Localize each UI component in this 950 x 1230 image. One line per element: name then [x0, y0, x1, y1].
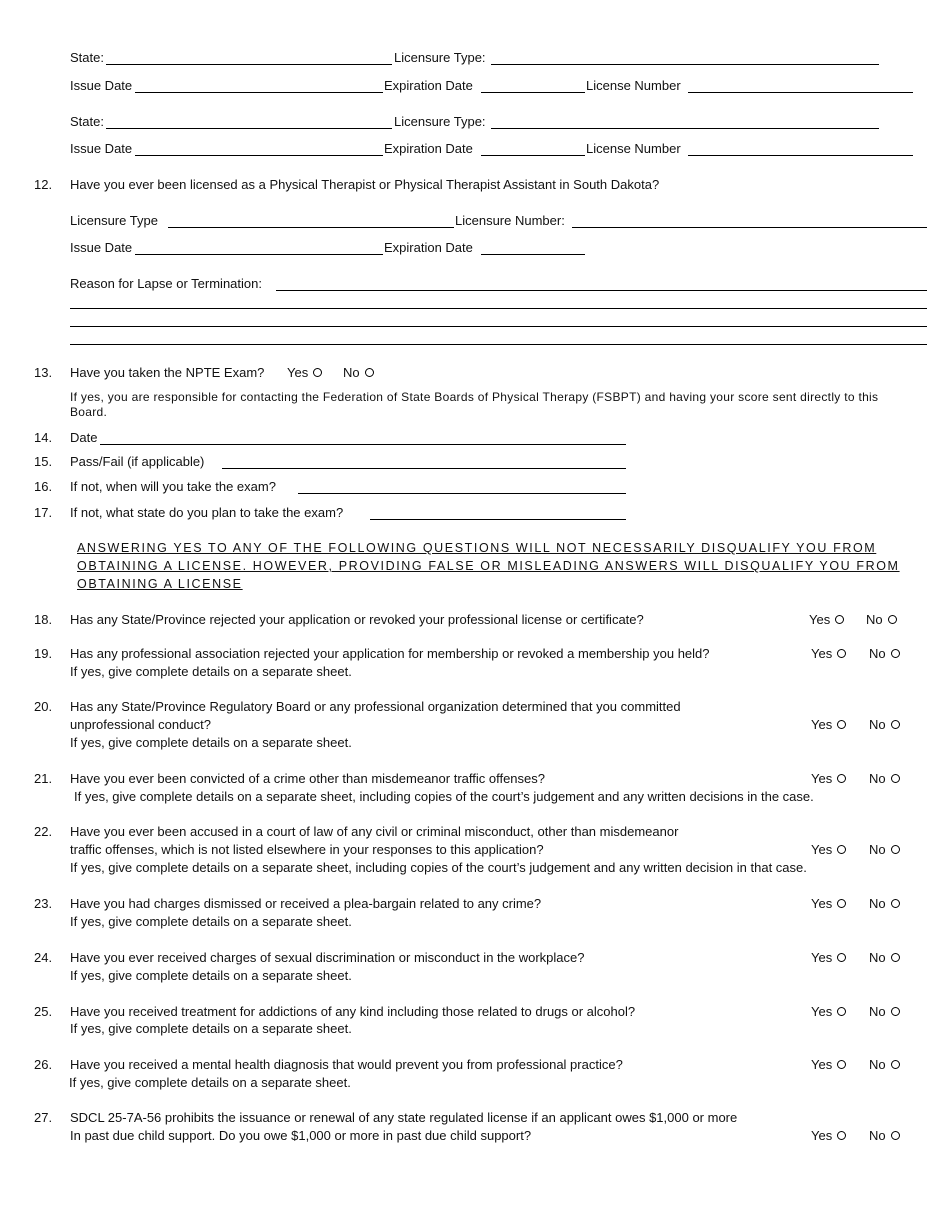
radio-icon[interactable] [837, 953, 846, 962]
yes-option[interactable] [811, 1057, 846, 1073]
licensure-number-label: Licensure Number: [455, 213, 565, 228]
no-option[interactable] [869, 646, 900, 662]
expiration-date-field[interactable] [481, 92, 585, 93]
question-number: 17. [34, 505, 53, 520]
radio-icon[interactable] [837, 720, 846, 729]
issue-date-field[interactable] [135, 155, 383, 156]
question-number: 13. [34, 365, 53, 380]
no-label: No [869, 842, 886, 857]
disqualify-warning: ANSWERING YES TO ANY OF THE FOLLOWING QUESTIONS WILL NOT NECESSARILY DISQUALIFY YOU FROM OBTAINING A LICENSE. HOWEVER, PROVIDING FALSE OR MISLEADING ANSWERS WILL DISQUALIFY YOU FROM OBTAINING A LICENSE [77, 541, 900, 591]
exam-date-field[interactable] [100, 444, 626, 445]
question-text-cont: traffic offenses, which is not listed elsewhere in your responses to this application? [70, 842, 544, 857]
question-text: Has any State/Province rejected your application or revoked your professional license or certificate? [70, 612, 644, 627]
no-label: No [343, 365, 360, 380]
exam-when-field[interactable] [298, 493, 626, 494]
radio-icon[interactable] [837, 1060, 846, 1069]
radio-icon[interactable] [891, 1131, 900, 1140]
question-15-text: Pass/Fail (if applicable) [70, 454, 205, 469]
question-number: 15. [34, 454, 53, 469]
no-label: No [869, 646, 886, 661]
question-detail: If yes, give complete details on a separate sheet, including copies of the court’s judgement and any written decisions in the case. [74, 789, 814, 804]
state-field[interactable] [106, 128, 392, 129]
question-number: 20. [34, 699, 53, 714]
question-number: 25. [34, 1004, 53, 1019]
question-number: 18. [34, 612, 53, 627]
radio-icon[interactable] [365, 368, 374, 377]
no-label: No [869, 1057, 886, 1072]
yes-option[interactable] [811, 646, 846, 662]
radio-icon[interactable] [837, 774, 846, 783]
radio-icon[interactable] [313, 368, 322, 377]
expiration-date-field[interactable] [481, 254, 585, 255]
no-option[interactable] [869, 842, 900, 858]
radio-icon[interactable] [837, 899, 846, 908]
question-number: 19. [34, 646, 53, 661]
yes-label: Yes [811, 717, 833, 732]
question-text: Has any State/Province Regulatory Board or any professional organization determined that you committed [70, 699, 681, 714]
radio-icon[interactable] [837, 1007, 846, 1016]
no-option[interactable] [343, 365, 374, 381]
license-number-label: License Number [586, 141, 681, 156]
yes-label: Yes [811, 1057, 833, 1072]
radio-icon[interactable] [835, 615, 844, 624]
radio-icon[interactable] [891, 774, 900, 783]
expiration-date-label: Expiration Date [384, 141, 473, 156]
question-text: Have you had charges dismissed or received a plea-bargain related to any crime? [70, 896, 542, 911]
question-detail: If yes, give complete details on a separate sheet. [70, 735, 352, 750]
license-number-label: License Number [586, 78, 681, 93]
yes-label: Yes [811, 646, 833, 661]
question-number: 22. [34, 824, 53, 839]
yes-label: Yes [287, 365, 309, 380]
yes-label: Yes [811, 950, 833, 965]
npte-note: If yes, you are responsible for contacting the Federation of State Boards of Physical Therapy (FSBPT) and having your score sent directly to this Board. [70, 390, 879, 419]
licensure-number-field[interactable] [572, 227, 927, 228]
question-text: Has any professional association rejected your application for membership or revoked a membership you held? [70, 646, 710, 661]
question-number: 12. [34, 177, 53, 192]
question-detail: If yes, give complete details on a separate sheet. [70, 968, 352, 983]
state-label: State: [70, 50, 104, 65]
yes-option[interactable] [811, 950, 846, 966]
issue-date-field[interactable] [135, 254, 383, 255]
question-text: Have you ever been accused in a court of law of any civil or criminal misconduct, other than misdemeanor [70, 824, 679, 839]
radio-icon[interactable] [891, 720, 900, 729]
yes-label: Yes [811, 771, 833, 786]
question-number: 14. [34, 430, 53, 445]
yes-label: Yes [811, 896, 833, 911]
licensure-type-field[interactable] [491, 64, 879, 65]
question-text-cont: unprofessional conduct? [70, 717, 211, 732]
licensure-type-field[interactable] [491, 128, 879, 129]
question-text: SDCL 25-7A-56 prohibits the issuance or renewal of any state regulated license if an applicant owes $1,000 or more [70, 1110, 738, 1125]
radio-icon[interactable] [837, 1131, 846, 1140]
question-14-text: Date [70, 430, 98, 445]
yes-option[interactable] [811, 896, 846, 912]
radio-icon[interactable] [837, 649, 846, 658]
expiration-date-label: Expiration Date [384, 78, 473, 93]
radio-icon[interactable] [837, 845, 846, 854]
question-detail: If yes, give complete details on a separate sheet. [70, 664, 352, 679]
license-number-field[interactable] [688, 155, 913, 156]
question-number: 24. [34, 950, 53, 965]
reason-field-line[interactable] [70, 326, 927, 327]
question-17-text: If not, what state do you plan to take the exam? [70, 505, 344, 520]
yes-label: Yes [809, 612, 831, 627]
radio-icon[interactable] [891, 649, 900, 658]
question-detail: If yes, give complete details on a separate sheet. [70, 1021, 352, 1036]
no-label: No [869, 1004, 886, 1019]
radio-icon[interactable] [891, 845, 900, 854]
yes-label: Yes [811, 1128, 833, 1143]
question-number: 27. [34, 1110, 53, 1125]
licensure-type-field[interactable] [168, 227, 454, 228]
licensure-type-label: Licensure Type: [394, 114, 486, 129]
no-option[interactable] [869, 896, 900, 912]
question-text: Have you received a mental health diagnosis that would prevent you from professional practice? [70, 1057, 623, 1072]
no-option[interactable] [869, 1128, 900, 1144]
question-number: 26. [34, 1057, 53, 1072]
question-text: Have you received treatment for addictions of any kind including those related to drugs or alcohol? [70, 1004, 636, 1019]
question-text-cont: In past due child support. Do you owe $1,000 or more in past due child support? [70, 1128, 532, 1143]
yes-option[interactable] [811, 1004, 846, 1020]
question-text: Have you ever received charges of sexual discrimination or misconduct in the workplace? [70, 950, 585, 965]
no-option[interactable] [869, 717, 900, 733]
yes-option[interactable] [811, 771, 846, 787]
radio-icon[interactable] [891, 953, 900, 962]
question-16-text: If not, when will you take the exam? [70, 479, 276, 494]
no-label: No [869, 717, 886, 732]
radio-icon[interactable] [888, 615, 897, 624]
question-number: 23. [34, 896, 53, 911]
state-field[interactable] [106, 64, 392, 65]
no-label: No [866, 612, 883, 627]
yes-option[interactable] [811, 717, 846, 733]
reason-field-line[interactable] [70, 308, 927, 309]
expiration-date-field[interactable] [481, 155, 585, 156]
radio-icon[interactable] [891, 1060, 900, 1069]
question-text: Have you ever been convicted of a crime other than misdemeanor traffic offenses? [70, 771, 546, 786]
question-detail: If yes, give complete details on a separate sheet. [70, 914, 352, 929]
question-number: 21. [34, 771, 53, 786]
yes-label: Yes [811, 1004, 833, 1019]
reason-field[interactable] [276, 290, 927, 291]
exam-state-field[interactable] [370, 519, 626, 520]
question-13-text: Have you taken the NPTE Exam? [70, 365, 265, 380]
issue-date-field[interactable] [135, 92, 383, 93]
no-label: No [869, 896, 886, 911]
question-detail: If yes, give complete details on a separate sheet, including copies of the court’s judgement and any written decision in that case. [70, 860, 807, 875]
no-option[interactable] [869, 1057, 900, 1073]
question-12-text: Have you ever been licensed as a Physical Therapist or Physical Therapist Assistant in South Dakota? [70, 177, 660, 192]
issue-date-label: Issue Date [70, 141, 133, 156]
no-label: No [869, 771, 886, 786]
radio-icon[interactable] [891, 1007, 900, 1016]
reason-label: Reason for Lapse or Termination: [70, 276, 262, 291]
no-label: No [869, 1128, 886, 1143]
yes-option[interactable] [811, 1128, 846, 1144]
pass-fail-field[interactable] [222, 468, 626, 469]
yes-option[interactable] [809, 612, 844, 628]
question-number: 16. [34, 479, 53, 494]
yes-option[interactable] [287, 365, 322, 381]
licensure-type-label: Licensure Type [70, 213, 158, 228]
issue-date-label: Issue Date [70, 78, 133, 93]
issue-date-label: Issue Date [70, 240, 133, 255]
no-option[interactable] [869, 950, 900, 966]
yes-label: Yes [811, 842, 833, 857]
reason-field-line[interactable] [70, 344, 927, 345]
licensure-type-label: Licensure Type: [394, 50, 486, 65]
no-option[interactable] [869, 1004, 900, 1020]
state-label: State: [70, 114, 104, 129]
yes-option[interactable] [811, 842, 846, 858]
no-option[interactable] [866, 612, 897, 628]
license-number-field[interactable] [688, 92, 913, 93]
no-label: No [869, 950, 886, 965]
expiration-date-label: Expiration Date [384, 240, 473, 255]
question-detail: If yes, give complete details on a separate sheet. [69, 1075, 351, 1090]
radio-icon[interactable] [891, 899, 900, 908]
no-option[interactable] [869, 771, 900, 787]
